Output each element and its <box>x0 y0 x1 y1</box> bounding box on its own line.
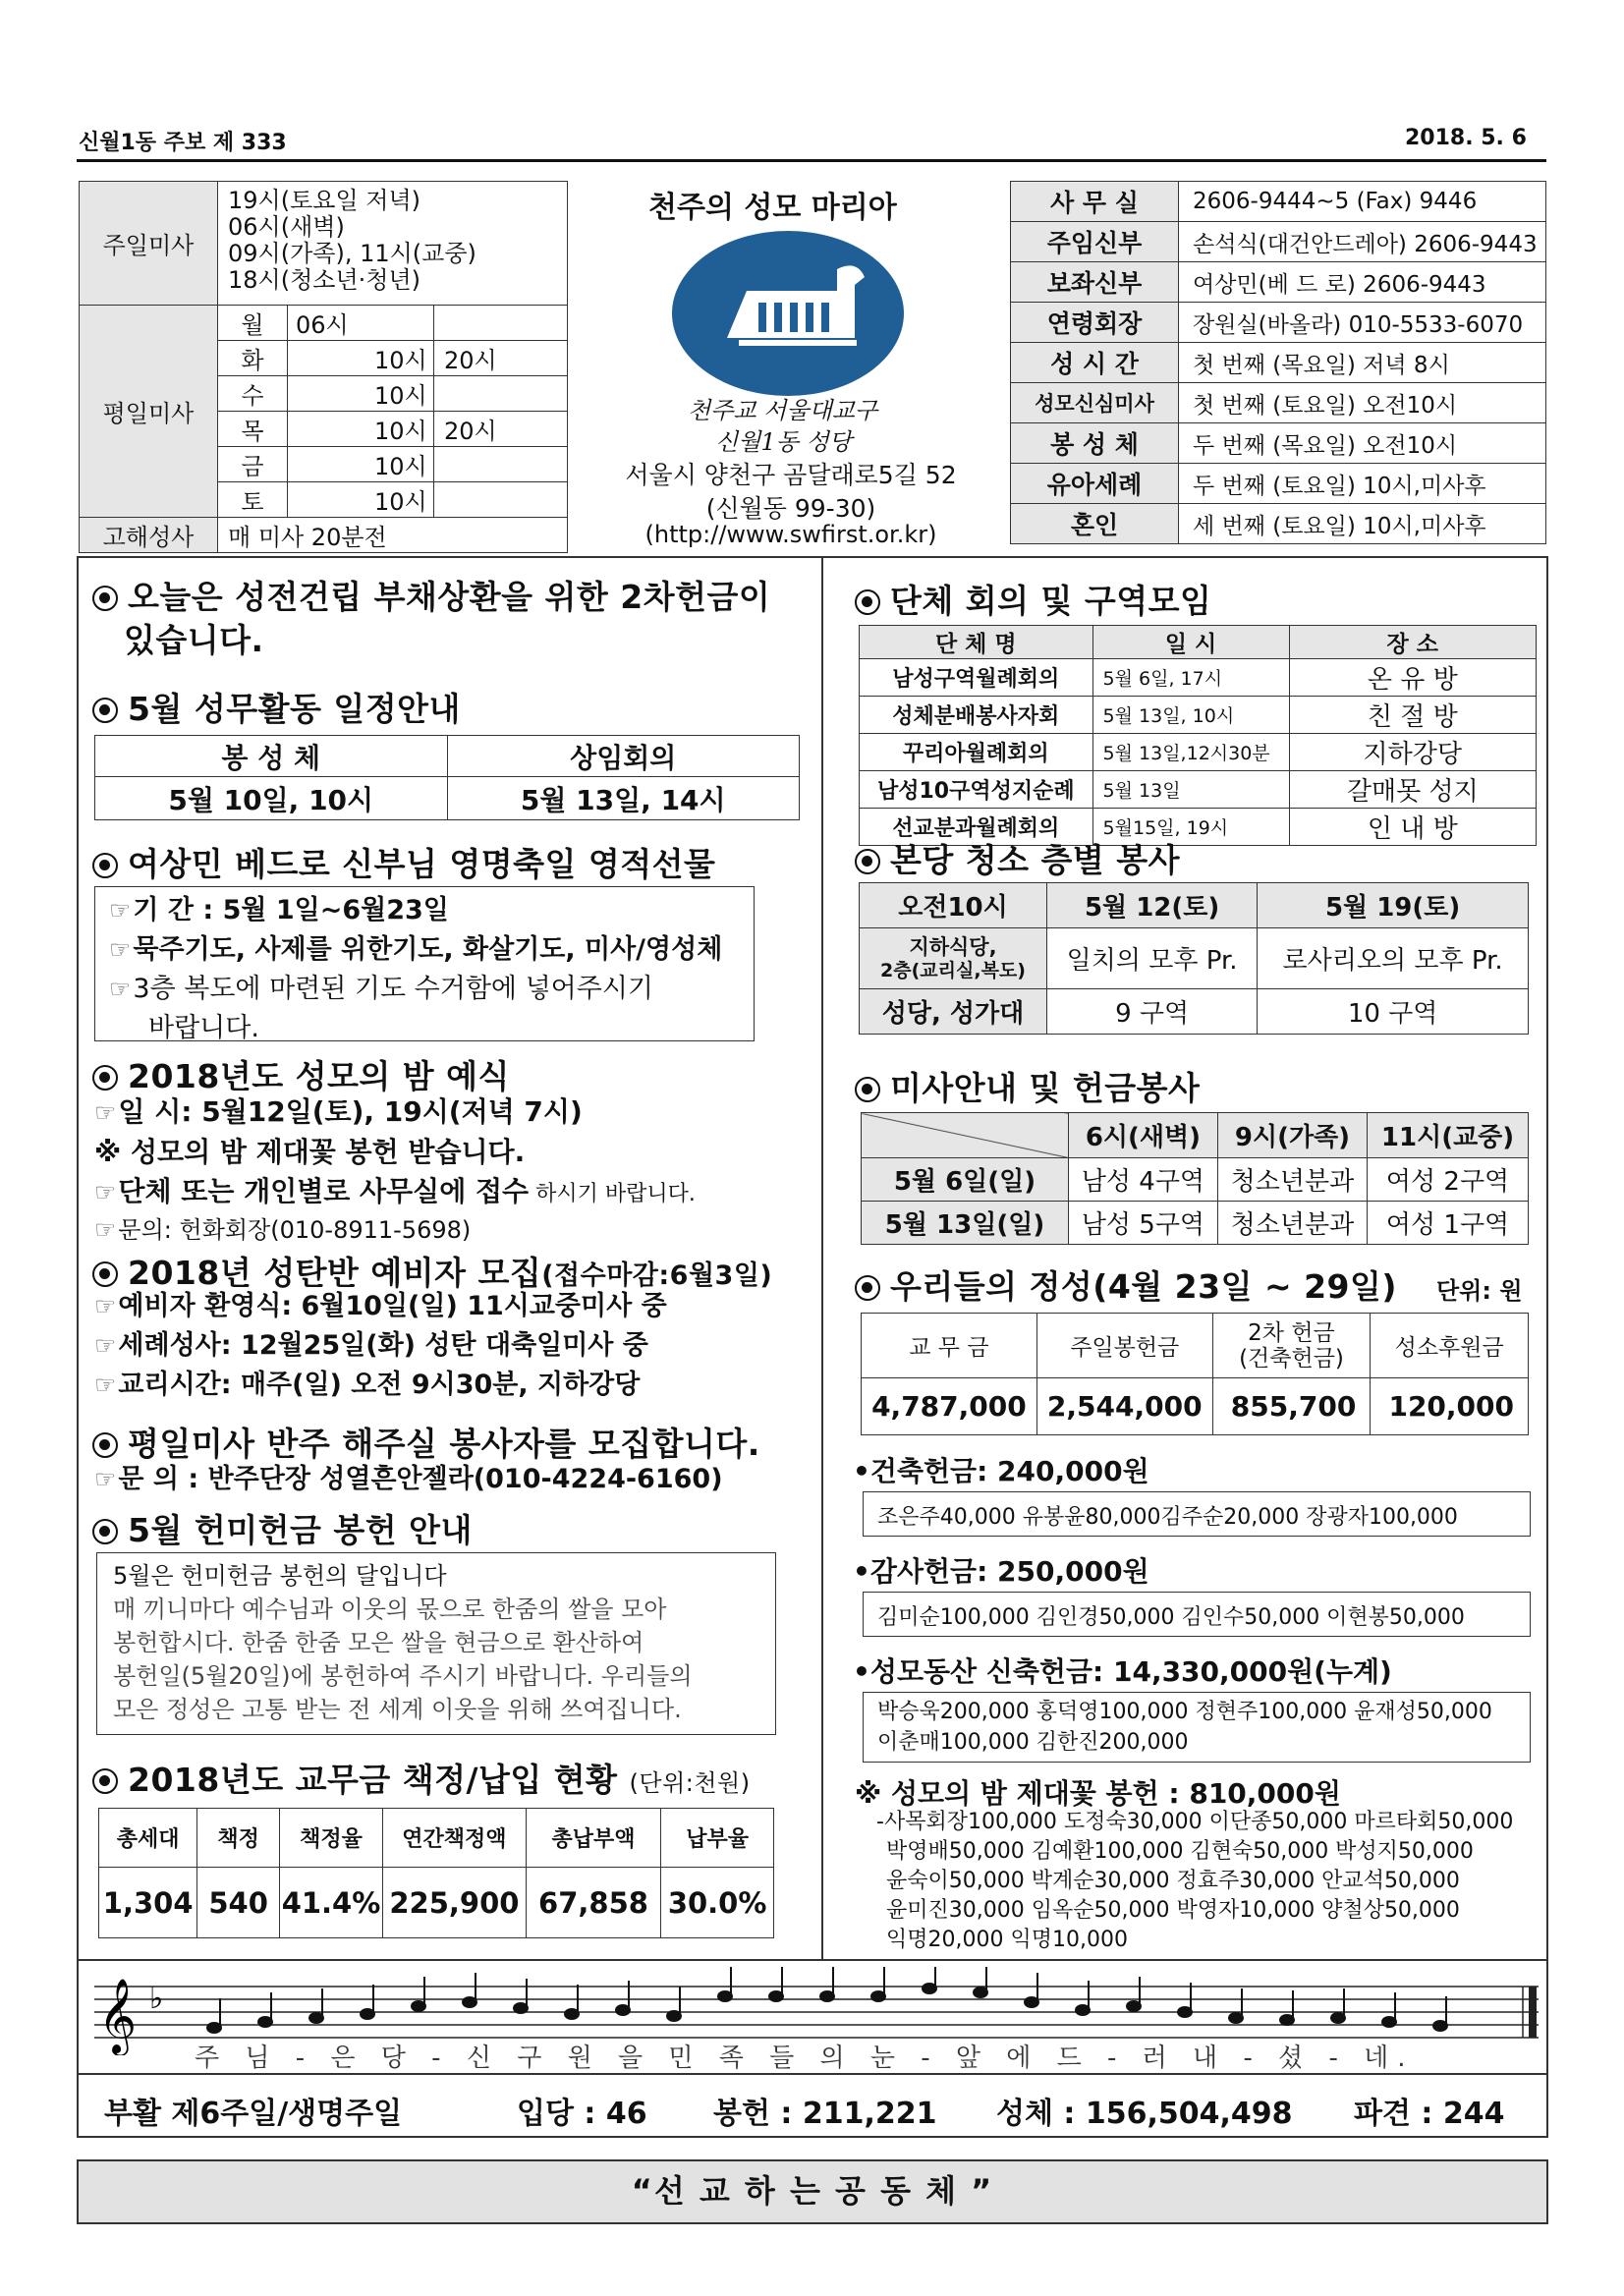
bullet-icon <box>92 1261 118 1287</box>
donor-line: 윤미진30,000 임옥순50,000 박영자10,000 양철상50,000 <box>886 1898 1460 1923</box>
music-note <box>616 2005 630 2015</box>
table-cell: 지하식당, 2층(교리실,복도) <box>860 928 1047 989</box>
slogan-banner: “선 교 하 는 공 동 체 ” <box>77 2159 1548 2224</box>
table-cell: 225,900 <box>383 1868 527 1938</box>
group-meeting-title: 단체 회의 및 구역모임 <box>855 576 1211 622</box>
table-header: 상임회의 <box>447 736 800 777</box>
donor-line: 윤숙이50,000 박계순30,000 정효주30,000 안교석50,000 <box>886 1869 1460 1893</box>
weekday-day: 월 <box>218 306 288 341</box>
mary-night-details <box>94 1092 812 1246</box>
table-header: 주일봉헌금 <box>1036 1314 1212 1378</box>
list-item: ☞교리시간: 매주(일) 오전 9시30분, 지하강당 <box>94 1370 641 1400</box>
table-header: 2차 헌금 (건축헌금) <box>1212 1314 1371 1378</box>
table-cell: 여성 1구역 <box>1368 1202 1529 1245</box>
bullet-icon <box>92 1065 118 1091</box>
sunday-time: 09시(가족), 11시(교중) <box>228 240 476 267</box>
pointing-hand-icon: ☞ <box>109 975 132 1003</box>
weekday-day: 금 <box>218 447 288 482</box>
info-row <box>1011 504 1546 544</box>
table-header: 단 체 명 <box>860 626 1093 659</box>
info-value: 두 번째 (목요일) 오전10시 <box>1179 423 1546 464</box>
donor-line: -사목회장100,000 도정숙30,000 이단종50,000 마르타회50,000 <box>876 1810 1514 1834</box>
table-row <box>860 771 1537 809</box>
info-table <box>1010 181 1546 544</box>
music-note <box>769 1991 783 2001</box>
catechumen-title: 2018년 성탄반 예비자 모집(접수마감:6월3일) <box>92 1248 772 1294</box>
weekday-time: 10시 <box>288 341 434 376</box>
list-item: ☞3층 복도에 마련된 기도 수거함에 넣어주시기 <box>109 974 653 1004</box>
table-cell: 5월 13일, 14시 <box>447 777 800 820</box>
table-cell: 로사리오의 모후 Pr. <box>1258 928 1529 989</box>
music-note <box>974 1988 987 1997</box>
table-header: 교 무 금 <box>862 1314 1037 1378</box>
altar-flower-title: ※ 성모의 밤 제대꽃 봉헌 : 810,000원 <box>855 1777 1341 1810</box>
table-header: 9시(가족) <box>1217 1113 1367 1158</box>
table-cell: 855,700 <box>1212 1378 1371 1435</box>
info-label: 사 무 실 <box>1011 182 1179 222</box>
parish-signature-1: 천주교 서울대교구 <box>688 397 878 424</box>
music-note <box>412 2001 425 2011</box>
donor-line: 박승욱200,000 홍덕영100,000 정현주100,000 윤재성50,000 <box>877 1700 1492 1724</box>
weekday-time <box>434 306 568 341</box>
table-cell: 4,787,000 <box>862 1378 1037 1435</box>
music-note <box>1229 2013 1243 2023</box>
bullet-icon <box>855 1275 880 1301</box>
info-value: 세 번째 (토요일) 10시,미사후 <box>1179 504 1546 544</box>
bullet-icon <box>855 589 880 615</box>
info-label: 유아세례 <box>1011 464 1179 504</box>
table-cell: 67,858 <box>526 1868 660 1938</box>
table-cell: 5월 10일, 10시 <box>95 777 448 820</box>
sunday-time: 19시(토요일 저녁) <box>228 187 420 214</box>
weekday-time <box>434 376 568 412</box>
info-label: 혼인 <box>1011 504 1179 544</box>
info-row <box>1011 303 1546 343</box>
pointing-hand-icon: ☞ <box>94 1098 117 1127</box>
garden-fund-title: •성모동산 신축헌금: 14,330,000원(누계) <box>853 1655 1392 1688</box>
sunday-mass-label: 주일미사 <box>80 182 218 306</box>
group-meeting-table <box>859 625 1537 846</box>
rice-offering-title: 5월 헌미헌금 봉헌 안내 <box>92 1505 473 1551</box>
music-note <box>1433 2021 1447 2031</box>
header-rule <box>77 159 1546 162</box>
music-note <box>463 1997 476 2007</box>
music-note <box>1331 2013 1345 2023</box>
weekday-time <box>434 482 568 518</box>
may-schedule-table <box>94 735 800 820</box>
table-cell: 성체분배봉사자회 <box>860 697 1093 734</box>
offering-totals-table <box>861 1313 1529 1435</box>
thanks-offering-box: 김미순100,000 김인경50,000 김인수50,000 이현봉50,000 <box>863 1592 1531 1637</box>
music-note <box>820 1991 834 2001</box>
list-item: ☞예비자 환영식: 6월10일(일) 11시교중미사 중 <box>94 1291 667 1321</box>
list-item: 바랍니다. <box>148 1013 259 1043</box>
info-row <box>1011 423 1546 464</box>
table-header: 장 소 <box>1289 626 1536 659</box>
pointing-hand-icon: ☞ <box>94 1215 117 1244</box>
pointing-hand-icon: ☞ <box>109 896 132 924</box>
parish-logo <box>670 230 906 397</box>
list-item: ☞기 간 : 5월 1일~6월23일 <box>109 895 449 925</box>
table-cell: 꾸리아월례회의 <box>860 734 1093 771</box>
treble-clef-icon: 𝄞 <box>98 1978 138 2053</box>
music-note <box>207 2023 221 2033</box>
donor-line: 박영배50,000 김예환100,000 김현숙50,000 박성지50,000 <box>886 1839 1474 1864</box>
info-value: 장원실(바올라) 010-5533-6070 <box>1179 303 1546 343</box>
table-header: 6시(새벽) <box>1069 1113 1218 1158</box>
diagonal-cell <box>862 1113 1069 1158</box>
info-label: 성 시 간 <box>1011 343 1179 383</box>
music-note <box>1382 2017 1396 2027</box>
table-cell: 10 구역 <box>1258 989 1529 1035</box>
feast-gift-title: 여상민 베드로 신부님 영명축일 영적선물 <box>92 839 715 885</box>
music-note <box>923 1984 936 1993</box>
table-cell: 5월 13일 <box>1092 771 1289 809</box>
column-divider <box>821 556 823 1959</box>
catechumen-details <box>94 1287 821 1405</box>
table-cell: 여성 2구역 <box>1368 1158 1529 1202</box>
sunday-mass-times <box>218 182 568 306</box>
table-header: 책정 <box>197 1809 280 1868</box>
info-value: 손석식(대건안드레아) 2606-9443 <box>1179 222 1546 262</box>
mass-offering-table <box>861 1112 1529 1245</box>
rice-offering-box <box>96 1552 776 1735</box>
list-item: ☞문의: 헌화회장(010-8911-5698) <box>94 1215 472 1244</box>
mass-schedule-table <box>79 181 568 553</box>
cleaning-table <box>859 882 1529 1035</box>
list-item: ☞일 시: 5월12일(토), 19시(저녁 7시) <box>94 1095 583 1128</box>
table-cell: 청소년분과 <box>1217 1158 1367 1202</box>
info-value: 2606-9444~5 (Fax) 9446 <box>1179 182 1546 222</box>
weekday-time: 10시 <box>288 447 434 482</box>
table-cell: 친 절 방 <box>1289 697 1536 734</box>
list-item: ☞단체 또는 개인별로 사무실에 접수 하시기 바랍니다. <box>94 1175 696 1207</box>
table-cell: 선교분과월례회의 <box>860 809 1093 846</box>
recessional-hymn: 파견 : 244 <box>1354 2097 1505 2131</box>
donor-line: 익명20,000 익명10,000 <box>886 1928 1128 1952</box>
table-cell: 5월15일, 19시 <box>1092 809 1289 846</box>
table-cell: 온 유 방 <box>1289 659 1536 697</box>
weekday-time: 10시 <box>288 376 434 412</box>
table-header: 5월 12(토) <box>1047 883 1258 928</box>
bulletin-header-left: 신월1동 주보 제 333 <box>79 131 287 155</box>
weekday-time <box>434 447 568 482</box>
info-row <box>1011 383 1546 423</box>
bullet-icon <box>855 1077 880 1102</box>
table-header: 일 시 <box>1092 626 1289 659</box>
info-row <box>1011 464 1546 504</box>
music-note <box>361 2009 374 2019</box>
list-item: ※ 성모의 밤 제대꽃 봉헌 받습니다. <box>94 1136 526 1168</box>
info-label: 성모신심미사 <box>1011 383 1179 423</box>
weekday-time: 10시 <box>288 412 434 447</box>
tithe-status-table <box>98 1808 774 1938</box>
table-cell: 남성구역월례회의 <box>860 659 1093 697</box>
church-emblem-icon <box>670 230 906 397</box>
bullet-icon <box>92 853 118 878</box>
accompanist-title: 평일미사 반주 해주실 봉사자를 모집합니다. <box>92 1419 760 1465</box>
music-note <box>1025 1997 1038 2007</box>
music-note <box>1178 2007 1192 2017</box>
table-cell: 청소년분과 <box>1217 1202 1367 1245</box>
table-header: 오전10시 <box>860 883 1047 928</box>
table-cell: 5월 13일, 10시 <box>1092 697 1289 734</box>
music-note <box>514 2003 528 2013</box>
thanks-offering-title: •감사헌금: 250,000원 <box>853 1555 1149 1588</box>
table-header: 봉 성 체 <box>95 736 448 777</box>
parish-website-link[interactable]: (http://www.swfirst.or.kr) <box>644 521 937 548</box>
entrance-hymn: 입당 : 46 <box>517 2097 647 2131</box>
table-cell: 2,544,000 <box>1036 1378 1212 1435</box>
bullet-icon <box>855 849 880 874</box>
info-row <box>1011 262 1546 303</box>
weekday-time: 06시 <box>288 306 434 341</box>
info-row <box>1011 182 1546 222</box>
info-value: 첫 번째 (목요일) 저녁 8시 <box>1179 343 1546 383</box>
pointing-hand-icon: ☞ <box>94 1465 117 1493</box>
pointing-hand-icon: ☞ <box>94 1371 117 1399</box>
music-note <box>1280 2015 1294 2025</box>
weekday-time: 20시 <box>434 412 568 447</box>
table-cell: 5월 13일(일) <box>862 1202 1069 1245</box>
table-row <box>860 734 1537 771</box>
table-cell: 540 <box>197 1868 280 1938</box>
table-header: 11시(교중) <box>1368 1113 1529 1158</box>
table-header: 5월 19(토) <box>1258 883 1529 928</box>
music-note <box>718 1991 732 2001</box>
liturgical-week: 부활 제6주일/생명주일 <box>104 2097 403 2131</box>
table-cell: 남성10구역성지순례 <box>860 771 1093 809</box>
weekday-time: 10시 <box>288 482 434 518</box>
building-fund-box: 조은주40,000 유봉윤80,000김주순20,000 장광자100,000 <box>863 1491 1531 1537</box>
parish-title: 천주의 성모 마리아 <box>648 191 897 225</box>
notice-second-collection: 오늘은 성전건립 부채상환을 위한 2차헌금이 있습니다. <box>92 576 810 662</box>
paragraph-line: 모은 정성은 고통 받는 전 세계 이웃을 위해 쓰여집니다. <box>113 1696 682 1723</box>
info-label: 주임신부 <box>1011 222 1179 262</box>
garden-fund-box <box>863 1692 1531 1763</box>
table-cell: 30.0% <box>661 1868 774 1938</box>
info-row <box>1011 222 1546 262</box>
paragraph-line: 매 끼니마다 예수님과 이웃의 몫으로 한줌의 쌀을 모아 <box>113 1596 667 1623</box>
info-label: 봉 성 체 <box>1011 423 1179 464</box>
music-staff-area <box>77 1959 1548 2075</box>
music-note <box>565 2009 579 2019</box>
table-header: 총납부액 <box>526 1809 660 1868</box>
paragraph-line: 봉헌일(5월20일)에 봉헌하여 주시기 바랍니다. 우리들의 <box>113 1662 693 1690</box>
svg-text:♭: ♭ <box>149 1982 164 2016</box>
feast-gift-box <box>94 886 755 1041</box>
altar-flower-donors <box>876 1808 1544 1955</box>
table-header: 성소후원금 <box>1371 1314 1529 1378</box>
info-label: 연령회장 <box>1011 303 1179 343</box>
info-value: 첫 번째 (토요일) 오전10시 <box>1179 383 1546 423</box>
bullet-icon <box>92 1432 118 1458</box>
table-cell: 남성 4구역 <box>1069 1158 1218 1202</box>
info-label: 보좌신부 <box>1011 262 1179 303</box>
mary-night-title: 2018년도 성모의 밤 예식 <box>92 1051 510 1097</box>
table-cell: 성당, 성가대 <box>860 989 1047 1035</box>
weekday-mass-label: 평일미사 <box>80 306 218 518</box>
donor-line: 이춘매100,000 김한진200,000 <box>877 1730 1189 1755</box>
table-cell: 5월 6일, 17시 <box>1092 659 1289 697</box>
table-header: 연간책정액 <box>383 1809 527 1868</box>
pointing-hand-icon: ☞ <box>109 935 132 964</box>
weekday-day: 목 <box>218 412 288 447</box>
music-note <box>667 2011 681 2021</box>
offering-unit: 단위: 원 <box>1436 1277 1523 1305</box>
table-header: 책정율 <box>279 1809 382 1868</box>
music-note <box>258 2017 272 2027</box>
table-cell: 갈매못 성지 <box>1289 771 1536 809</box>
table-cell: 5월 13일,12시30분 <box>1092 734 1289 771</box>
building-fund-title: •건축헌금: 240,000원 <box>853 1455 1149 1487</box>
pointing-hand-icon: ☞ <box>94 1331 117 1360</box>
table-cell: 5월 6일(일) <box>862 1158 1069 1202</box>
music-note <box>1127 2001 1141 2011</box>
table-cell: 120,000 <box>1371 1378 1529 1435</box>
bullet-icon <box>92 1519 118 1544</box>
confession-value: 매 미사 20분전 <box>218 518 568 553</box>
table-cell: 9 구역 <box>1047 989 1258 1035</box>
weekday-day: 수 <box>218 376 288 412</box>
info-value: 두 번째 (토요일) 10시,미사후 <box>1179 464 1546 504</box>
table-cell: 남성 5구역 <box>1069 1202 1218 1245</box>
pointing-hand-icon: ☞ <box>94 1292 117 1320</box>
music-note <box>871 1991 885 2001</box>
cleaning-title: 본당 청소 층별 봉사 <box>855 835 1180 881</box>
confession-label: 고해성사 <box>80 518 218 553</box>
may-schedule-title: 5월 성무활동 일정안내 <box>92 684 461 730</box>
weekday-day: 화 <box>218 341 288 376</box>
parish-signature-2: 신월1동 성당 <box>715 428 852 456</box>
hymn-lyrics: 주 님 - 은 당 - 신 구 원 을 민 족 들 의 눈 - 앞 에 드 - 러 내 - 셨 - 네. <box>195 2044 1415 2073</box>
paragraph-line: 5월은 헌미헌금 봉헌의 달입니다 <box>113 1562 447 1590</box>
info-value: 여상민(베 드 로) 2606-9443 <box>1179 262 1546 303</box>
info-row <box>1011 343 1546 383</box>
weekday-time: 20시 <box>434 341 568 376</box>
communion-hymn: 성체 : 156,504,498 <box>996 2097 1293 2131</box>
offertory-hymn: 봉헌 : 211,221 <box>713 2097 937 2131</box>
table-cell: 지하강당 <box>1289 734 1536 771</box>
pointing-hand-icon: ☞ <box>94 1178 117 1206</box>
accompanist-contact: ☞문 의 : 반주단장 성열흔안젤라(010-4224-6160) <box>94 1464 723 1494</box>
music-note <box>1076 2005 1090 2015</box>
parish-address-2: (신월동 99-30) <box>705 494 876 523</box>
weekday-day: 토 <box>218 482 288 518</box>
table-cell: 1,304 <box>99 1868 197 1938</box>
list-item: ☞세례성사: 12월25일(화) 성탄 대축일미사 중 <box>94 1330 648 1361</box>
bullet-icon <box>92 1768 118 1794</box>
parish-address: 서울시 양천구 곰달래로5길 52 <box>625 461 957 489</box>
table-cell: 인 내 방 <box>1289 809 1536 846</box>
table-row <box>860 697 1537 734</box>
table-header: 납부율 <box>661 1809 774 1868</box>
list-item: ☞묵주기도, 사제를 위한기도, 화살기도, 미사/영성체 <box>109 934 723 965</box>
bullet-icon <box>92 698 118 723</box>
bullet-icon <box>92 586 118 611</box>
sunday-time: 06시(새벽) <box>228 213 345 241</box>
table-row <box>860 659 1537 697</box>
paragraph-line: 봉헌합시다. 한줌 한줌 모은 쌀을 현금으로 환산하여 <box>113 1629 644 1656</box>
stats-bar <box>77 2073 1548 2140</box>
music-note <box>309 2013 323 2023</box>
table-cell: 41.4% <box>279 1868 382 1938</box>
offering-totals-title: 우리들의 정성(4월 23일 ~ 29일) <box>855 1261 1397 1308</box>
sunday-time: 18시(청소년·청년) <box>228 266 420 294</box>
mass-offering-title: 미사안내 및 헌금봉사 <box>855 1063 1200 1109</box>
table-header: 총세대 <box>99 1809 197 1868</box>
bulletin-date: 2018. 5. 6 <box>1405 126 1527 150</box>
tithe-status-title: 2018년도 교무금 책정/납입 현황 (단위:천원) <box>92 1755 751 1801</box>
table-cell: 일치의 모후 Pr. <box>1047 928 1258 989</box>
